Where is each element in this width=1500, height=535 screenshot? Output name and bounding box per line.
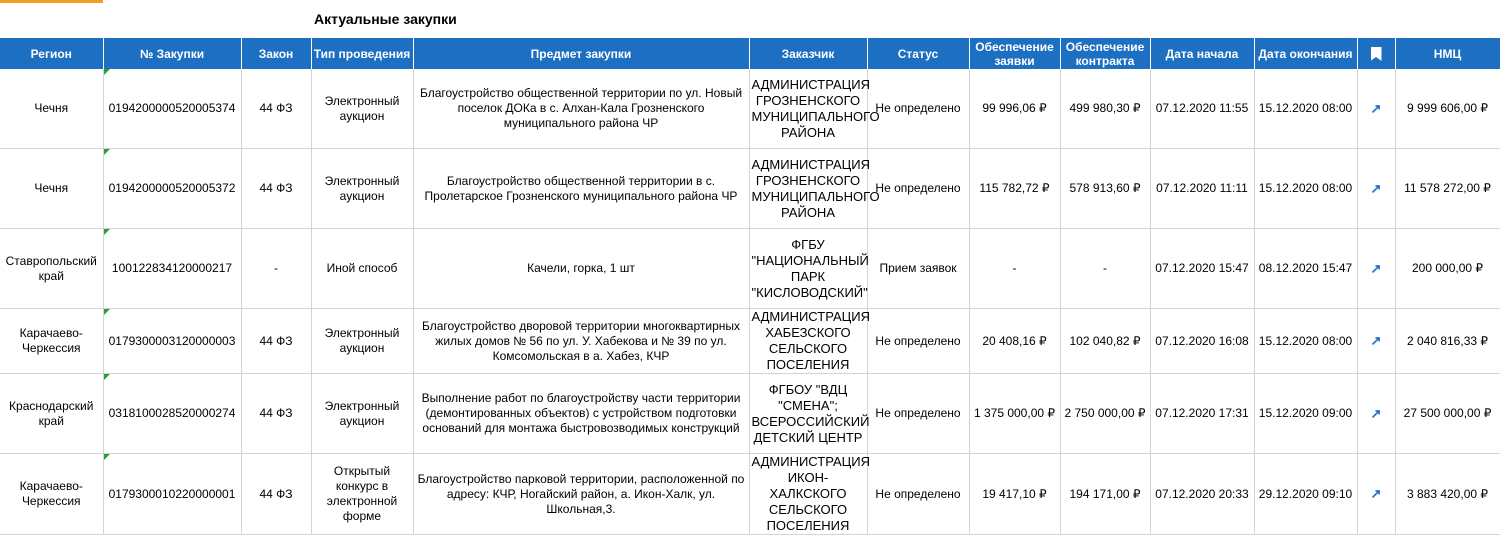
cell-subject: Благоустройство дворовой территории многоквартирных жилых домов № 56 по ул. У. Хабекова и № 39 по ул. Комсомольская в а. Хабез, КЧР bbox=[413, 309, 749, 374]
cell-subject: Выполнение работ по благоустройству части территории (демонтированных объектов) с устройством подготовки оснований для монтажа быстровозводимых конструкций bbox=[413, 374, 749, 454]
table-row bbox=[0, 454, 1500, 535]
cell-link bbox=[1357, 149, 1395, 229]
cell-status: Не определено bbox=[867, 69, 969, 149]
cell-start-date: 07.12.2020 20:33 bbox=[1150, 454, 1254, 535]
cell-end-date: 15.12.2020 09:00 bbox=[1254, 374, 1357, 454]
cell-region: Чечня bbox=[0, 149, 103, 229]
cell-region: Карачаево-Черкессия bbox=[0, 454, 103, 535]
cell-customer: АДМИНИСТРАЦИЯ ИКОН-ХАЛКСКОГО СЕЛЬСКОГО ПОСЕЛЕНИЯ bbox=[749, 454, 867, 535]
cell-status: Не определено bbox=[867, 374, 969, 454]
cell-customer: АДМИНИСТРАЦИЯ ГРОЗНЕНСКОГО МУНИЦИПАЛЬНОГО РАЙОНА bbox=[749, 69, 867, 149]
external-link-icon[interactable]: ↗ bbox=[1370, 260, 1382, 276]
cell-subject: Качели, горка, 1 шт bbox=[413, 229, 749, 309]
external-link-icon[interactable]: ↗ bbox=[1370, 100, 1382, 116]
cell-region: Карачаево-Черкессия bbox=[0, 309, 103, 374]
cell-type: Электронный аукцион bbox=[311, 149, 413, 229]
cell-link bbox=[1357, 229, 1395, 309]
cell-link bbox=[1357, 69, 1395, 149]
column-header-subject[interactable]: Предмет закупки bbox=[413, 38, 749, 69]
column-header-bookmark[interactable] bbox=[1357, 38, 1395, 69]
cell-start-date: 07.12.2020 17:31 bbox=[1150, 374, 1254, 454]
cell-number: 0318100028520000274 bbox=[103, 374, 241, 454]
cell-nmc: 9 999 606,00 ₽ bbox=[1395, 69, 1500, 149]
cell-start-date: 07.12.2020 15:47 bbox=[1150, 229, 1254, 309]
cell-nmc: 200 000,00 ₽ bbox=[1395, 229, 1500, 309]
table-row bbox=[0, 229, 1500, 309]
cell-nmc: 27 500 000,00 ₽ bbox=[1395, 374, 1500, 454]
cell-customer: АДМИНИСТРАЦИЯ ХАБЕЗСКОГО СЕЛЬСКОГО ПОСЕЛЕНИЯ bbox=[749, 309, 867, 374]
cell-nmc: 3 883 420,00 ₽ bbox=[1395, 454, 1500, 535]
cell-region: Ставропольский край bbox=[0, 229, 103, 309]
column-header-law[interactable]: Закон bbox=[241, 38, 311, 69]
page-title: Актуальные закупки bbox=[314, 11, 457, 27]
cell-bid-security: 1 375 000,00 ₽ bbox=[969, 374, 1060, 454]
cell-bid-security: 99 996,06 ₽ bbox=[969, 69, 1060, 149]
cell-status: Прием заявок bbox=[867, 229, 969, 309]
cell-law: 44 ФЗ bbox=[241, 69, 311, 149]
procurement-table bbox=[0, 38, 1500, 535]
cell-contract-security: 499 980,30 ₽ bbox=[1060, 69, 1150, 149]
external-link-icon[interactable]: ↗ bbox=[1370, 180, 1382, 196]
cell-type: Открытый конкурс в электронной форме bbox=[311, 454, 413, 535]
cell-type: Электронный аукцион bbox=[311, 69, 413, 149]
cell-end-date: 15.12.2020 08:00 bbox=[1254, 309, 1357, 374]
external-link-icon[interactable]: ↗ bbox=[1370, 333, 1382, 348]
table-row bbox=[0, 149, 1500, 229]
column-header-end-date[interactable]: Дата окончания bbox=[1254, 38, 1357, 69]
cell-nmc: 2 040 816,33 ₽ bbox=[1395, 309, 1500, 374]
column-header-customer[interactable]: Заказчик bbox=[749, 38, 867, 69]
cell-link bbox=[1357, 374, 1395, 454]
cell-number: 0179300010220000001 bbox=[103, 454, 241, 535]
column-header-nmc[interactable]: НМЦ bbox=[1395, 38, 1500, 69]
cell-bid-security: - bbox=[969, 229, 1060, 309]
cell-status: Не определено bbox=[867, 454, 969, 535]
cell-bid-security: 115 782,72 ₽ bbox=[969, 149, 1060, 229]
cell-contract-security: 194 171,00 ₽ bbox=[1060, 454, 1150, 535]
cell-number: 0194200000520005372 bbox=[103, 149, 241, 229]
table-row bbox=[0, 309, 1500, 374]
cell-law: 44 ФЗ bbox=[241, 454, 311, 535]
table-row bbox=[0, 374, 1500, 454]
bookmark-icon[interactable] bbox=[1371, 47, 1382, 61]
cell-start-date: 07.12.2020 11:11 bbox=[1150, 149, 1254, 229]
cell-link bbox=[1357, 309, 1395, 374]
cell-contract-security: - bbox=[1060, 229, 1150, 309]
column-header-start-date[interactable]: Дата начала bbox=[1150, 38, 1254, 69]
cell-law: - bbox=[241, 229, 311, 309]
cell-status: Не определено bbox=[867, 309, 969, 374]
cell-customer: ФГБУ "НАЦИОНАЛЬНЫЙ ПАРК "КИСЛОВОДСКИЙ" bbox=[749, 229, 867, 309]
cell-status: Не определено bbox=[867, 149, 969, 229]
cell-start-date: 07.12.2020 11:55 bbox=[1150, 69, 1254, 149]
cell-number: 0194200000520005374 bbox=[103, 69, 241, 149]
cell-law: 44 ФЗ bbox=[241, 149, 311, 229]
cell-contract-security: 2 750 000,00 ₽ bbox=[1060, 374, 1150, 454]
column-header-bid-security[interactable]: Обеспечение заявки bbox=[969, 38, 1060, 69]
column-header-contract-security[interactable]: Обеспечение контракта bbox=[1060, 38, 1150, 69]
cell-type: Электронный аукцион bbox=[311, 309, 413, 374]
cell-customer: ФГБОУ "ВДЦ "СМЕНА"; ВСЕРОССИЙСКИЙ ДЕТСКИЙ ЦЕНТР bbox=[749, 374, 867, 454]
cell-contract-security: 578 913,60 ₽ bbox=[1060, 149, 1150, 229]
cell-nmc: 11 578 272,00 ₽ bbox=[1395, 149, 1500, 229]
cell-end-date: 29.12.2020 09:10 bbox=[1254, 454, 1357, 535]
title-bar bbox=[0, 0, 1500, 38]
cell-customer: АДМИНИСТРАЦИЯ ГРОЗНЕНСКОГО МУНИЦИПАЛЬНОГО РАЙОНА bbox=[749, 149, 867, 229]
column-header-status[interactable]: Статус bbox=[867, 38, 969, 69]
cell-end-date: 08.12.2020 15:47 bbox=[1254, 229, 1357, 309]
cell-region: Чечня bbox=[0, 69, 103, 149]
cell-link bbox=[1357, 454, 1395, 535]
column-header-number[interactable]: № Закупки bbox=[103, 38, 241, 69]
cell-end-date: 15.12.2020 08:00 bbox=[1254, 69, 1357, 149]
external-link-icon[interactable]: ↗ bbox=[1370, 405, 1382, 421]
external-link-icon[interactable]: ↗ bbox=[1370, 486, 1382, 501]
cell-subject: Благоустройство общественной территории по ул. Новый поселок ДОКа в с. Алхан-Кала Грозненского муниципального района ЧР bbox=[413, 69, 749, 149]
column-header-type[interactable]: Тип проведения bbox=[311, 38, 413, 69]
column-header-region[interactable]: Регион bbox=[0, 38, 103, 69]
table-row bbox=[0, 69, 1500, 149]
cell-subject: Благоустройство парковой территории, расположенной по адресу: КЧР, Ногайский район, а. Икон-Халк, ул. Школьная,3. bbox=[413, 454, 749, 535]
cell-region: Краснодарский край bbox=[0, 374, 103, 454]
cell-law: 44 ФЗ bbox=[241, 374, 311, 454]
cell-bid-security: 19 417,10 ₽ bbox=[969, 454, 1060, 535]
cell-bid-security: 20 408,16 ₽ bbox=[969, 309, 1060, 374]
cell-number: 0179300003120000003 bbox=[103, 309, 241, 374]
cell-law: 44 ФЗ bbox=[241, 309, 311, 374]
cell-number: 100122834120000217 bbox=[103, 229, 241, 309]
cell-start-date: 07.12.2020 16:08 bbox=[1150, 309, 1254, 374]
cell-contract-security: 102 040,82 ₽ bbox=[1060, 309, 1150, 374]
header-row bbox=[0, 38, 1500, 69]
cell-type: Иной способ bbox=[311, 229, 413, 309]
cell-end-date: 15.12.2020 08:00 bbox=[1254, 149, 1357, 229]
cell-type: Электронный аукцион bbox=[311, 374, 413, 454]
cell-subject: Благоустройство общественной территории в с. Пролетарское Грозненского муниципального района ЧР bbox=[413, 149, 749, 229]
